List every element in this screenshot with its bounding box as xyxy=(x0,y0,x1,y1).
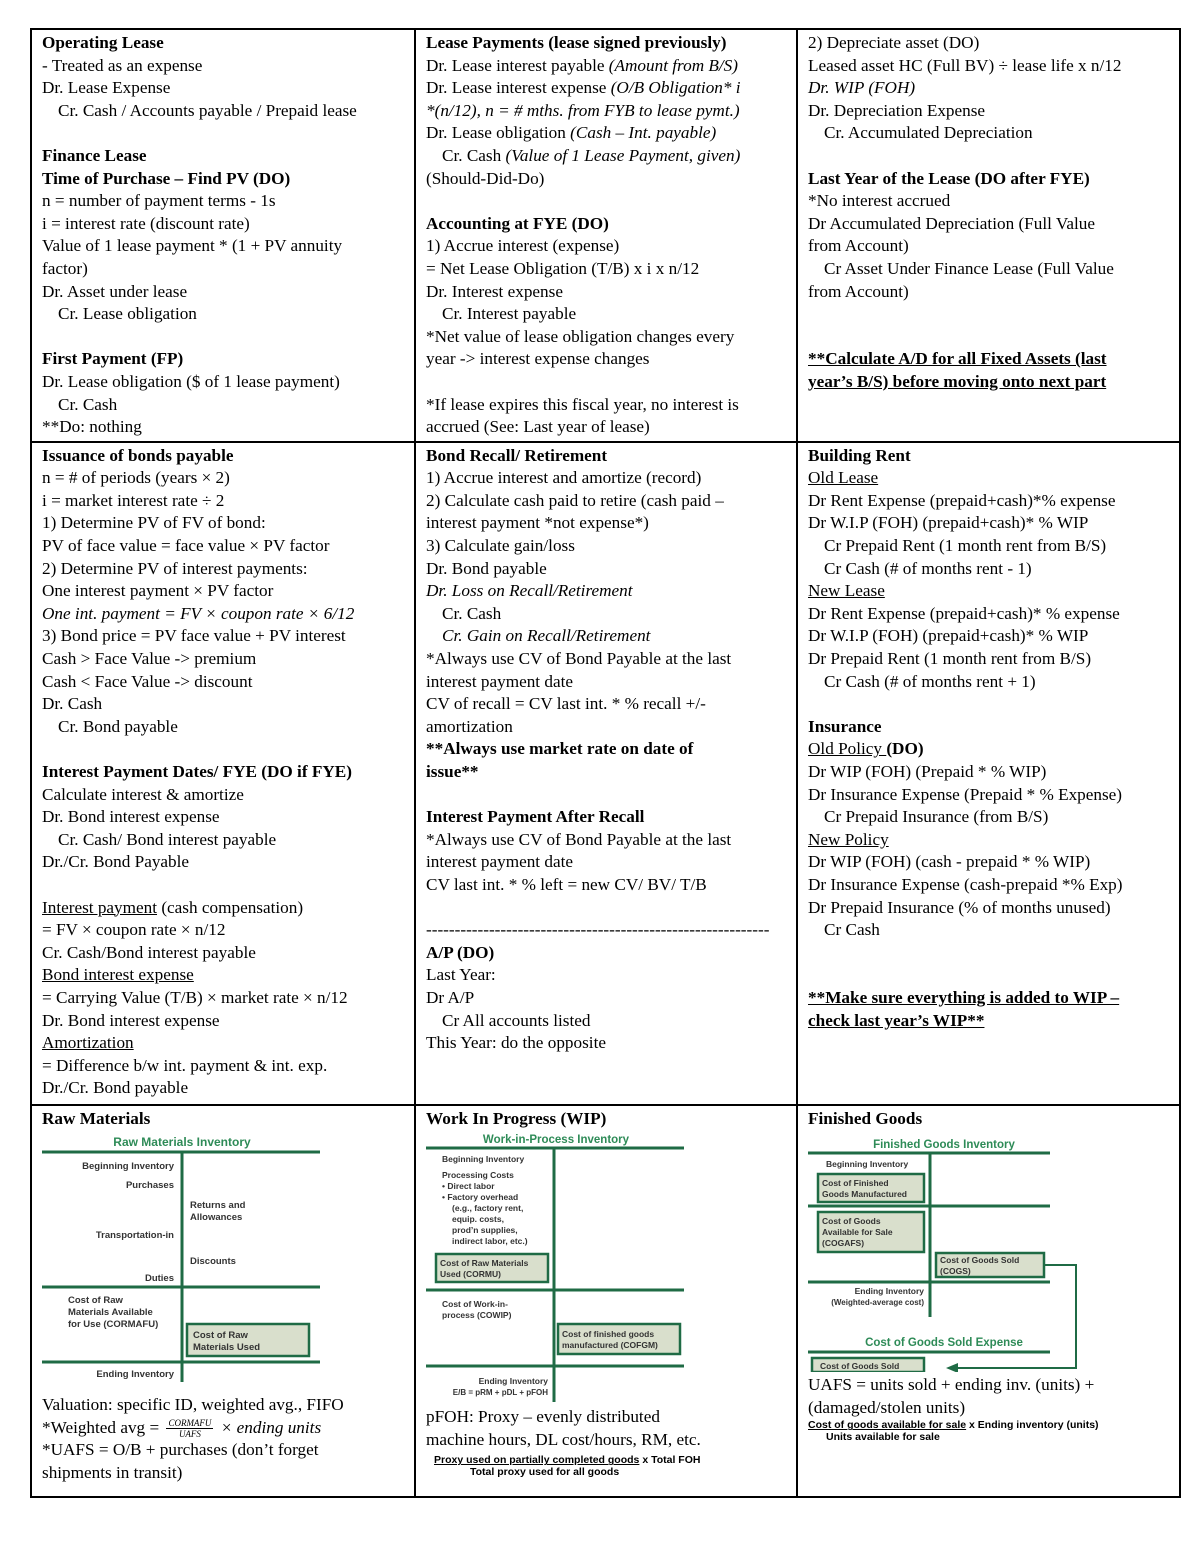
text-line: Bond interest expense xyxy=(42,965,194,985)
text-line: Dr. Lease interest expense (O/B Obligation* i xyxy=(426,78,741,98)
text-line: Cr All accounts listed xyxy=(442,1010,591,1030)
text-line: n = number of payment terms - 1s xyxy=(42,191,276,211)
text-line: CV last int. * % left = new CV/ BV/ T/B xyxy=(426,874,707,894)
text-line: 3) Bond price = PV face value + PV interest xyxy=(42,626,346,646)
text-line: Dr. WIP (FOH) xyxy=(808,78,916,98)
text-line: *(n/12), n = # mths. from FYB to lease pymt.) xyxy=(426,100,740,120)
diagram-label: Ending Inventory xyxy=(478,1376,548,1387)
text-line: Cr. Bond payable xyxy=(58,716,178,736)
text-line: Cr. Accumulated Depreciation xyxy=(824,123,1033,143)
text-line: Cr. Cash / Accounts payable / Prepaid lease xyxy=(58,100,357,120)
cell-raw-materials xyxy=(31,1105,415,1497)
insurance-title: Insurance xyxy=(808,716,882,736)
text-line: Dr Insurance Expense (Prepaid * % Expense) xyxy=(808,784,1123,804)
fg-formula-denominator: Units available for sale xyxy=(826,1431,940,1444)
cell-leases xyxy=(31,29,415,442)
diagram-title: Work-in-Process Inventory xyxy=(482,1134,630,1147)
text-line: This Year: do the opposite xyxy=(426,1033,606,1053)
operating-lease-title: Operating Lease xyxy=(42,33,164,52)
text-line: *Net value of lease obligation changes every xyxy=(426,326,735,346)
time-of-purchase-title: Time of Purchase – Find PV (DO) xyxy=(42,168,291,188)
text-line: *Always use CV of Bond Payable at the last xyxy=(426,829,732,849)
lease-payments-title: Lease Payments (lease signed previously) xyxy=(426,33,727,52)
text-line: UAFS = units sold + ending inv. (units) + xyxy=(808,1375,1095,1395)
text-line: from Account) xyxy=(808,281,909,301)
text-line: 1) Accrue interest (expense) xyxy=(426,236,620,256)
text-line: Dr. Cash xyxy=(42,694,103,714)
text-line: Calculate interest & amortize xyxy=(42,784,244,804)
text-line: Cr. Cash xyxy=(442,603,502,623)
diagram-label: Materials Used xyxy=(193,1342,261,1354)
text-line: Dr W.I.P (FOH) (prepaid+cash)* % WIP xyxy=(808,626,1089,646)
text-line: Cr. Lease obligation xyxy=(58,304,197,324)
text-line: Cr. Interest payable xyxy=(442,304,577,324)
text-line: Dr. Lease Expense xyxy=(42,78,171,98)
bonds-title: Issuance of bonds payable xyxy=(42,445,234,465)
cell-rent-insurance xyxy=(797,442,1180,1105)
text-line: - Treated as an expense xyxy=(42,55,203,75)
text-line: Cr Cash (# of months rent + 1) xyxy=(824,671,1036,691)
diagram-label: Used (CORMU) xyxy=(440,1269,501,1280)
note-line: **Calculate A/D for all Fixed Assets (last xyxy=(808,349,1107,369)
fg-formula-numerator: Cost of goods available for sale x Ending inventory (units) xyxy=(808,1419,1099,1432)
diagram-label: (Weighted-average cost) xyxy=(831,1298,924,1308)
text-line: Cash < Face Value -> discount xyxy=(42,671,253,691)
text-line: 1) Determine PV of FV of bond: xyxy=(42,513,266,533)
text-line: CV of recall = CV last int. * % recall +/- xyxy=(426,694,706,714)
raw-materials-t-account-diagram xyxy=(42,1132,322,1392)
foh-formula-denominator: Total proxy used for all goods xyxy=(470,1466,620,1479)
text-line: Dr. Lease interest payable (Amount from B/S) xyxy=(426,55,738,75)
diagram-label: • Direct labor xyxy=(442,1181,495,1192)
diagram-label: Cost of Raw xyxy=(193,1330,248,1342)
diagram-title: Cost of Goods Sold Expense xyxy=(865,1337,1023,1350)
text-line: Dr. Interest expense xyxy=(426,281,563,301)
text-line: New Policy xyxy=(808,829,889,849)
text-line: = Net Lease Obligation (T/B) x i x n/12 xyxy=(426,258,700,278)
diagram-label: Cost of finished goods xyxy=(562,1329,655,1340)
text-line: 3) Calculate gain/loss xyxy=(426,536,575,556)
diagram-label: (COGS) xyxy=(940,1266,971,1277)
diagram-label: Ending Inventory xyxy=(96,1369,174,1381)
cell-lease-payments xyxy=(415,29,797,442)
text-line: Last Year: xyxy=(426,965,496,985)
text-line: machine hours, DL cost/hours, RM, etc. xyxy=(426,1429,701,1449)
ap-title: A/P (DO) xyxy=(426,942,495,962)
text-line: Dr. Depreciation Expense xyxy=(808,100,986,120)
text-line: Dr Prepaid Insurance (% of months unused) xyxy=(808,897,1111,917)
text-line: PV of face value = face value × PV factor xyxy=(42,536,330,556)
fye-title: Accounting at FYE (DO) xyxy=(426,213,609,233)
text-line: Cash > Face Value -> premium xyxy=(42,649,257,669)
diagram-label: Cost of Goods Sold xyxy=(820,1361,900,1372)
text-line: Dr./Cr. Bond Payable xyxy=(42,852,190,872)
dashed-divider: ------------------------------------------------------------ xyxy=(426,920,770,940)
diagram-label: Beginning Inventory xyxy=(82,1161,174,1173)
text-line: *UAFS = O/B + purchases (don’t forget xyxy=(42,1440,319,1460)
diagram-label: Cost of Goods Sold xyxy=(940,1255,1020,1266)
diagram-title: Raw Materials Inventory xyxy=(113,1135,251,1150)
diagram-label: process (COWIP) xyxy=(442,1310,512,1321)
text-line: Cr. Cash xyxy=(58,394,118,414)
note-line: year’s B/S) before moving onto next part xyxy=(808,371,1107,391)
finished-goods-t-account-diagram xyxy=(808,1132,1080,1372)
diagram-label: Transportation-in xyxy=(95,1230,174,1242)
text-line: Cr Cash xyxy=(824,920,880,940)
text-line: pFOH: Proxy – evenly distributed xyxy=(426,1407,660,1427)
text-line: i = market interest rate ÷ 2 xyxy=(42,490,225,510)
last-year-lease-title: Last Year of the Lease (DO after FYE) xyxy=(808,168,1090,188)
text-line: interest payment *not expense*) xyxy=(426,513,649,533)
diagram-label: prod’n supplies, xyxy=(452,1225,518,1236)
text-line: Dr Insurance Expense (cash-prepaid *% Exp) xyxy=(808,874,1123,894)
diagram-label: for Use (CORMAFU) xyxy=(68,1319,159,1331)
diagram-label: (e.g., factory rent, xyxy=(452,1203,524,1214)
text-line: shipments in transit) xyxy=(42,1463,183,1483)
interest-payment-title: Interest Payment Dates/ FYE (DO if FYE) xyxy=(42,762,352,781)
text-line: Cr Prepaid Rent (1 month rent from B/S) xyxy=(824,536,1107,556)
text-line: amortization xyxy=(426,716,513,736)
text-line: Leased asset HC (Full BV) ÷ lease life x n/12 xyxy=(808,55,1122,75)
text-line: Dr W.I.P (FOH) (prepaid+cash)* % WIP xyxy=(808,513,1089,533)
cell-bonds xyxy=(31,442,415,1105)
cell-depreciation xyxy=(797,29,1180,442)
text-line: Cr Asset Under Finance Lease (Full Value xyxy=(824,258,1114,278)
text-line: *Weighted avg = CORMAFU UAFS × ending units xyxy=(42,1417,322,1440)
wip-title: Work In Progress (WIP) xyxy=(426,1108,607,1128)
text-line: n = # of periods (years × 2) xyxy=(42,468,230,488)
text-line: issue** xyxy=(426,762,479,781)
diagram-label: Goods Manufactured xyxy=(822,1189,908,1200)
text-line: Valuation: specific ID, weighted avg., FIFO xyxy=(42,1395,344,1415)
after-recall-title: Interest Payment After Recall xyxy=(426,807,645,827)
diagram-label: Ending Inventory xyxy=(854,1286,924,1297)
note-line: **Make sure everything is added to WIP – xyxy=(808,987,1120,1007)
diagram-label: • Factory overhead xyxy=(442,1192,519,1203)
diagram-label: Cost of Goods xyxy=(822,1216,881,1227)
diagram-label: Discounts xyxy=(190,1256,236,1268)
text-line: Dr. Lease obligation (Cash – Int. payable) xyxy=(426,123,717,143)
text-line: Cr. Gain on Recall/Retirement xyxy=(442,626,651,646)
text-line: Cr. Cash (Value of 1 Lease Payment, given) xyxy=(442,145,741,165)
diagram-label: (COGAFS) xyxy=(822,1238,865,1249)
building-rent-title: Building Rent xyxy=(808,445,911,465)
text-line: **Always use market rate on date of xyxy=(426,739,694,759)
text-line: Amortization xyxy=(42,1033,134,1053)
text-line: = Difference b/w int. payment & int. exp. xyxy=(42,1055,328,1075)
diagram-label: Beginning Inventory xyxy=(826,1159,909,1170)
diagram-label: Purchases xyxy=(125,1180,174,1192)
text-line: Old Lease xyxy=(808,468,879,488)
text-line: accrued (See: Last year of lease) xyxy=(426,417,650,437)
finished-goods-title: Finished Goods xyxy=(808,1108,923,1128)
text-line: Dr A/P xyxy=(426,987,475,1007)
text-line: interest payment date xyxy=(426,671,573,691)
text-line: Dr. Loss on Recall/Retirement xyxy=(426,581,633,601)
raw-materials-title: Raw Materials xyxy=(42,1108,151,1128)
text-line: Dr Accumulated Depreciation (Full Value xyxy=(808,213,1096,233)
text-line: 2) Determine PV of interest payments: xyxy=(42,558,308,578)
cell-finished-goods xyxy=(797,1105,1180,1497)
text-line: (Should-Did-Do) xyxy=(426,168,545,188)
text-line: Dr./Cr. Bond payable xyxy=(42,1078,189,1098)
text-line: i = interest rate (discount rate) xyxy=(42,213,250,233)
text-line: *No interest accrued xyxy=(808,191,951,211)
diagram-label: Cost of Finished xyxy=(822,1178,889,1189)
text-line: Cr Cash (# of months rent - 1) xyxy=(824,558,1032,578)
text-line: Dr. Lease obligation ($ of 1 lease payment) xyxy=(42,371,340,391)
diagram-label: Cost of Work-in- xyxy=(442,1299,508,1310)
diagram-label: Cost of Raw Materials xyxy=(440,1258,529,1269)
text-line: 2) Calculate cash paid to retire (cash paid – xyxy=(426,490,724,510)
text-line: Dr Prepaid Rent (1 month rent from B/S) xyxy=(808,649,1092,669)
text-line: interest payment date xyxy=(426,852,573,872)
foh-formula-numerator: Proxy used on partially completed goods x Total FOH xyxy=(434,1454,701,1467)
text-line: year -> interest expense changes xyxy=(426,349,650,369)
text-line: Old Policy (DO) xyxy=(808,739,924,759)
diagram-label: Materials Available xyxy=(68,1307,153,1319)
text-line: *If lease expires this fiscal year, no interest is xyxy=(426,394,739,414)
diagram-label: Available for Sale xyxy=(822,1227,893,1238)
diagram-label: Allowances xyxy=(190,1212,243,1224)
diagram-label: E/B = pRM + pDL + pFOH xyxy=(452,1388,548,1398)
text-line: *Always use CV of Bond Payable at the last xyxy=(426,649,732,669)
text-line: One int. payment = FV × coupon rate × 6/12 xyxy=(42,603,355,623)
text-line: Dr. Bond interest expense xyxy=(42,1010,220,1030)
arrow-head-icon xyxy=(946,1363,958,1372)
text-line: New Lease xyxy=(808,581,885,601)
text-line: Dr Rent Expense (prepaid+cash)* % expense xyxy=(808,603,1120,623)
text-line: Dr. Bond payable xyxy=(426,558,547,578)
text-line: **Do: nothing xyxy=(42,417,142,437)
diagram-label: Returns and xyxy=(190,1200,246,1212)
text-line: Dr. Asset under lease xyxy=(42,281,188,301)
text-line: Cr. Cash/Bond interest payable xyxy=(42,942,256,962)
weighted-avg-fraction: CORMAFU UAFS xyxy=(168,1418,212,1440)
wip-t-account-diagram xyxy=(426,1132,686,1404)
note-line: check last year’s WIP** xyxy=(808,1010,985,1030)
text-line: Value of 1 lease payment * (1 + PV annuity xyxy=(42,236,343,256)
text-line: = FV × coupon rate × n/12 xyxy=(42,920,226,940)
text-line: 1) Accrue interest and amortize (record) xyxy=(426,468,702,488)
text-line: = Carrying Value (T/B) × market rate × n/12 xyxy=(42,987,348,1007)
first-payment-title: First Payment (FP) xyxy=(42,349,184,369)
finance-lease-title: Finance Lease xyxy=(42,145,147,165)
cheat-sheet-table xyxy=(30,28,1181,1498)
text-line: Dr Rent Expense (prepaid+cash)*% expense xyxy=(808,490,1116,510)
diagram-label: Beginning Inventory xyxy=(442,1154,525,1165)
text-line: factor) xyxy=(42,258,88,278)
diagram-label: equip. costs, xyxy=(452,1214,504,1225)
text-line: 2) Depreciate asset (DO) xyxy=(808,33,980,52)
diagram-label: indirect labor, etc.) xyxy=(452,1236,528,1247)
diagram-label: Cost of Raw xyxy=(68,1295,123,1307)
text-line: Cr Prepaid Insurance (from B/S) xyxy=(824,807,1049,827)
diagram-label: manufactured (COFGM) xyxy=(562,1340,658,1351)
diagram-title: Finished Goods Inventory xyxy=(873,1139,1015,1152)
text-line: Dr. Bond interest expense xyxy=(42,807,220,827)
text-line: Dr WIP (FOH) (Prepaid * % WIP) xyxy=(808,762,1047,781)
bond-recall-title: Bond Recall/ Retirement xyxy=(426,445,608,465)
text-line: (damaged/stolen units) xyxy=(808,1397,966,1417)
text-line: Dr WIP (FOH) (cash - prepaid * % WIP) xyxy=(808,852,1091,872)
text-line: from Account) xyxy=(808,236,909,256)
diagram-label: Processing Costs xyxy=(442,1170,514,1181)
cell-bond-recall xyxy=(415,442,797,1105)
text-line: Cr. Cash/ Bond interest payable xyxy=(58,829,277,849)
text-line: Interest payment (cash compensation) xyxy=(42,897,304,917)
diagram-label: Duties xyxy=(144,1273,174,1285)
text-line: One interest payment × PV factor xyxy=(42,581,274,601)
cell-wip xyxy=(415,1105,797,1497)
